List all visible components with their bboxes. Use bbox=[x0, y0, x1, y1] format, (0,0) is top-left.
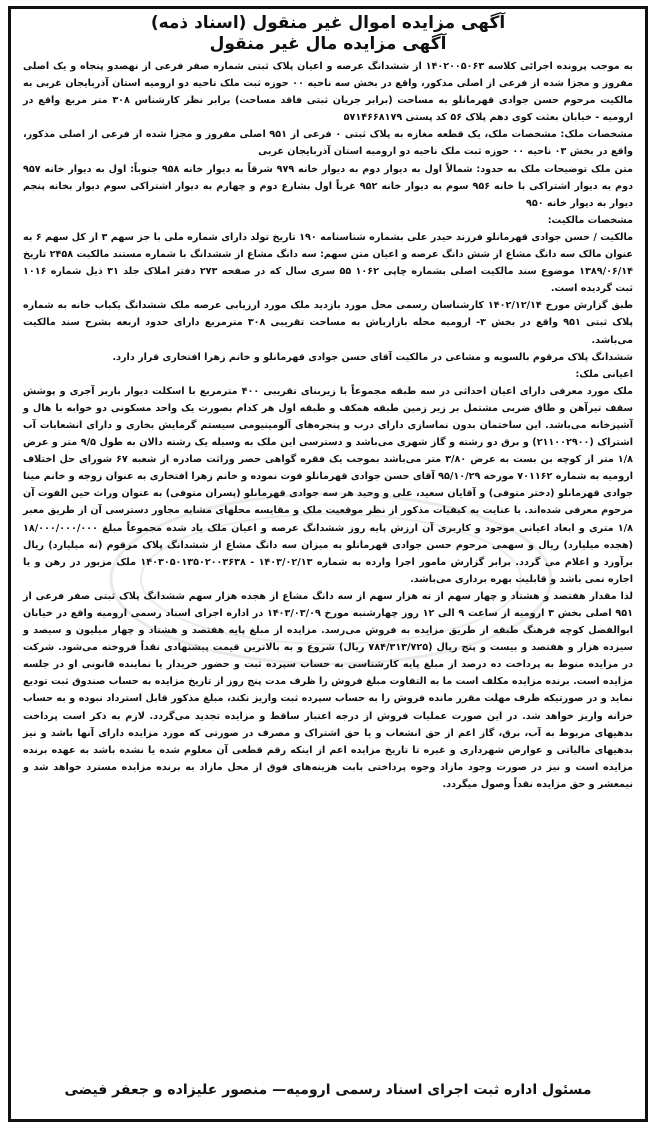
notice-subtitle: آگهی مزایده مال غیر منقول bbox=[209, 34, 447, 54]
paragraph-expert-report: طبق گزارش مورخ ۱۴۰۲/۱۲/۱۴ کارشناسان رسمی محل مورد بازدید ملک مورد ارزیابی عرصه ملک ششدانگ یکباب خانه به شماره پلاک ثبتی ۹۵۱ واقع در بخش ۳- ارومیه محله بازارباش به مساحت تقریبی ۳۰۸ مترمربع دارای حدود اربعه بشرح سند مالکیت می‌باشد. bbox=[23, 300, 634, 346]
paragraph-boundaries: متن ملک توضیحات ملک به حدود: شمالاً اول به دیوار دوم به دیوار خانه ۹۷۹ شرقاً به دیوار خانه ۹۵۸ جنوباً: اول به دیوار خانه ۹۵۷ دوم به دیوار اشتراکی با خانه ۹۵۶ سوم به دیوار خانه ۹۵۲ غرباً اول بشارع دوم و چهارم به دیوار اشتراکی سوم دیوار بخانه پنجم دیوار به دیوار خانه ۹۵۰ bbox=[23, 163, 634, 209]
paragraph-ownership-heading: مشخصات مالکیت: bbox=[547, 214, 633, 226]
paragraph-intro: به موجب پرونده اجرائی کلاسه ۱۴۰۲۰۰۵۰۶۳ از ششدانگ عرصه و اعیان پلاک ثبتی شماره صفر فرعی از نهصدو پنجاه و یک اصلی مفروز و مجزا شده از فرعی از اصلی مذکور، واقع در بخش سه ناحیه ۰۰ حوزه ثبت ملک ناحیه دو ارومیه استان آذربایجان غربی به مالکیت مرحوم حسن جوادی قهرمانلو به مساحت (برابر جریان ثبتی فاقد مساحت) برابر نظر کارشناس ۳۰۸ متر مربع واقع در ارومیه - خیابان بعثت کوی دهم پلاک ۵۶ کد پستی ۵۷۱۴۶۶۸۱۷۹ bbox=[23, 61, 633, 124]
paragraph-owners: ششدانگ پلاک مرقوم بالسویه و مشاعی در مالکیت آقای حسن جوادی قهرمانلو و خانم زهرا افتخاری قرار دارد. bbox=[112, 351, 633, 363]
notice-frame bbox=[8, 6, 648, 1122]
paragraph-property-specs: مشخصات ملک: مشخصات ملک، یک قطعه مغازه به پلاک ثبتی ۰ فرعی از ۹۵۱ اصلی مفروز و مجزا شده از فرعی از اصلی مذکور، واقع در بخش ۰۳ ناحیه ۰۰ حوزه ثبت ملک ناحیه دو ارومیه استان آذربایجان غربی bbox=[23, 129, 633, 158]
paragraph-ownership: مالکیت / حسن جوادی قهرمانلو فرزند حیدر علی بشماره شناسنامه ۱۹۰ تاریخ تولد دارای شماره ملی با جز سهم ۳ از کل سهم ۶ به عنوان مالک سه دانگ مشاع از شش دانگ عرصه و اعیان متن سهم: سه دانگ مشاع از ششدانگ با شماره مستند مالکیت ۲۴۵۸ تاریخ ۱۳۸۹/۰۶/۱۴ موضوع سند مالکیت اصلی بشماره چاپی ۱۰۶۲ ۵۵ سری سال که در صفحه ۲۷۳ دفتر املاک جلد ۳۱ ذیل شماره ۱۰۱۶ ثبت گردیده است. bbox=[23, 231, 634, 295]
paragraph-building-heading: اعیانی ملک: bbox=[575, 368, 633, 380]
paragraph-building: ملک مورد معرفی دارای اعیان احداثی در سه طبقه مجموعاً با زیربنای تقریبی ۴۰۰ مترمربع با اسکلت دیوار باربر آجری و پوشش سقف تیرآهن و طاق ضربی مشتمل بر زیر زمین طبقه همکف و طبقه اول هر کدام بصورت یک واحد مسکونی دو خوابه با هال و آشپزخانه می‌باشد. این ساختمان بدون نماسازی دارای درب و پنجره‌های آلومینیومی سیستم گرمایش بخاری و دارای انشعابات آب اشتراک (۲۱۱۰۰۲۹۰۰) و برق دو رشته و گاز شهری می‌باشد و دسترسی این ملک به وسیله یک رشته دالان به طول ۹/۵ متر و عرض ۱/۸ متر از کوچه بن بست به عرض ۳/۸۰ متر می‌باشد بموجب یک فقره گواهی حصر وراثت صادره از شعبه ۶۷ شورای حل اختلاف ارومیه به شماره ۷۰۱۱۶۲ مورخه ۹۵/۱۰/۲۹ آقای حسن جوادی قهرمانلو فوت نموده و خانم زهرا افتخاری به عنوان زوجه و خانم مینا جوادی قهرمانلو (دختر متوفی) و آقایان سعید، علی و وحید هر سه جوادی قهرمانلو (پسران متوفی) به عنوان وراث حین الفوت آن مرحوم معرفی شده‌اند. با عنایت به کیفیات مذکور از نظر موقعیت ملک و مقایسه محلهای مشابه مجاور دسترسی آن از طریق معبر ۱/۸ متری و ابعاد اعیانی موجود و کاربری آن ارزش پایه روز ششدانگ عرصه و اعیان ملک یاد شده مجموعاً مبلغ ۱۸/۰۰۰/۰۰۰/۰۰۰ (هجده میلیارد) ریال و سهمی مرحوم حسن جوادی قهرمانلو به میزان سه دانگ مشاع از ششدانگ پلاک مرقوم (نه میلیارد) ریال برآورد و اعلام می گردد. برابر گزارش مامور اجرا وارده به شماره ۱۴۰۳/۰۲/۱۳ - ۱۴۰۳۰۵۰۱۳۵۰۲۰۰۳۶۳۸ ملک مزبور در رهن و یا اجاره نمی باشد و قابلیت بهره برداری می‌باشد. bbox=[23, 385, 634, 585]
notice-title: آگهی مزایده اموال غیر منقول (اسناد ذمه) bbox=[150, 13, 506, 33]
paragraph-auction-terms: لذا مقدار هفتصد و هشتاد و چهار سهم از نه هزار سهم از سه دانگ مشاع از هجده هزار سهم ششدانگ پلاک ثبتی صفر فرعی از ۹۵۱ اصلی بخش ۳ ارومیه از ساعت ۹ الی ۱۲ روز چهارشنبه مورخ ۱۴۰۳/۰۳/۰۹ در اداره اجرای اسناد رسمی ارومیه واقع در خیابان ابوالفضل کوچه فرهنگ طبقه از طریق مزایده به فروش می‌رسد. مزایده از مبلغ پایه هفتصد و هشتاد و چهار میلیون و سیصد و سیزده هزار و هفتصد و بیست و پنج ریال (۷۸۴/۳۱۳/۷۲۵ ریال) شروع و به بالاترین قیمت پیشنهادی نقداً فروخته می‌شود. شرکت در مزایده منوط به پرداخت ده درصد از مبلغ پایه کارشناسی به حساب سپرده ثبت و حضور خریدار یا نماینده قانونی او در جلسه مزایده است. برنده مزایده مکلف است ما به التفاوت مبلغ فروش را ظرف مدت پنج روز از تاریخ مزایده به حساب صندوق ثبت تودیع نماید و در صورتیکه ظرف مهلت مقرر مانده فروش را به حساب سپرده ثبت واریز نکند، مبلغ مذکور قابل استرداد نبوده و به حساب خزانه واریز خواهد شد. در این صورت عملیات فروش از درجه اعتبار ساقط و مزایده تجدید می‌گردد. لازم به ذکر است پرداخت بدهیهای مربوط به آب، برق، گاز اعم از حق انشعاب و یا حق اشتراک و مصرف در صورتی که مورد مزایده دارای آنها باشد و نیز بدهیهای مالیاتی و عوارض شهرداری و غیره تا تاریخ مزایده اعم از اینکه رقم قطعی آن معلوم شده یا نشده باشد به عهده برنده مزایده است و نیز در صورت وجود مازاد وجوه پرداختی بابت هزینه‌های فوق از محل مازاد به برنده مزایده مسترد خواهد شد و نیمعشر و حق مزایده نقداً وصول میگردد. bbox=[23, 590, 633, 790]
signature-line: مسئول اداره ثبت اجرای اسناد رسمی ارومیه— منصور علیزاده و جعفر فیضی bbox=[64, 1082, 592, 1098]
